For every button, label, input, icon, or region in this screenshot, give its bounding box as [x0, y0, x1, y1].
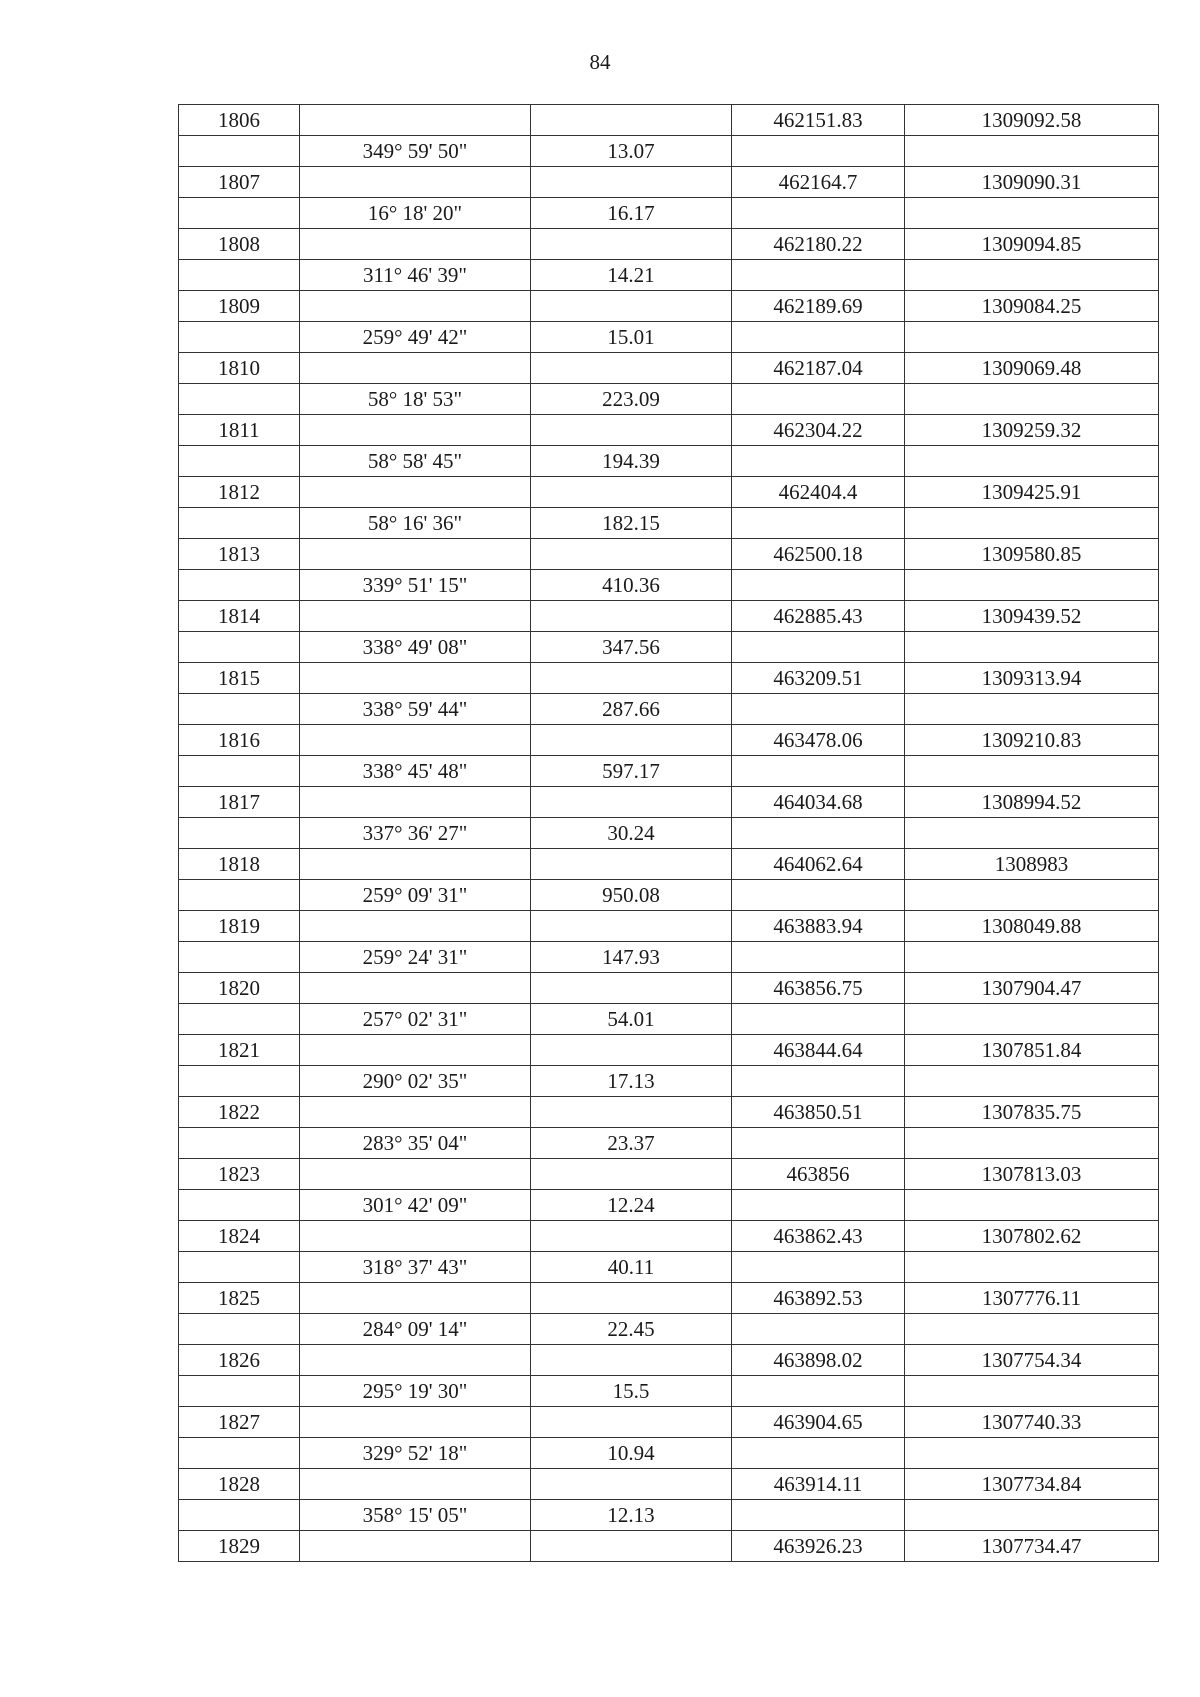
x-coordinate-cell — [732, 1190, 905, 1221]
x-coordinate-cell — [732, 1066, 905, 1097]
point-cell: 1826 — [179, 1345, 300, 1376]
x-coordinate-cell: 463850.51 — [732, 1097, 905, 1128]
distance-cell: 13.07 — [531, 136, 732, 167]
course-row — [179, 384, 1159, 415]
point-cell: 1809 — [179, 291, 300, 322]
point-row — [179, 1345, 1159, 1376]
point-row — [179, 911, 1159, 942]
bearing-cell — [300, 1345, 531, 1376]
point-cell: 1828 — [179, 1469, 300, 1500]
y-coordinate-cell: 1307734.47 — [905, 1531, 1159, 1562]
point-cell: 1817 — [179, 787, 300, 818]
point-row — [179, 1283, 1159, 1314]
distance-cell: 40.11 — [531, 1252, 732, 1283]
distance-cell: 22.45 — [531, 1314, 732, 1345]
bearing-cell: 338° 49' 08" — [300, 632, 531, 663]
distance-cell — [531, 787, 732, 818]
y-coordinate-cell: 1307851.84 — [905, 1035, 1159, 1066]
point-row — [179, 1035, 1159, 1066]
distance-cell: 54.01 — [531, 1004, 732, 1035]
course-row — [179, 694, 1159, 725]
distance-cell — [531, 1345, 732, 1376]
y-coordinate-cell — [905, 570, 1159, 601]
point-cell: 1815 — [179, 663, 300, 694]
point-cell: 1811 — [179, 415, 300, 446]
point-row — [179, 167, 1159, 198]
bearing-cell: 318° 37' 43" — [300, 1252, 531, 1283]
y-coordinate-cell: 1309069.48 — [905, 353, 1159, 384]
point-cell — [179, 198, 300, 229]
point-row — [179, 973, 1159, 1004]
y-coordinate-cell — [905, 384, 1159, 415]
y-coordinate-cell: 1307734.84 — [905, 1469, 1159, 1500]
bearing-cell — [300, 1221, 531, 1252]
distance-cell: 14.21 — [531, 260, 732, 291]
point-row — [179, 291, 1159, 322]
y-coordinate-cell: 1309210.83 — [905, 725, 1159, 756]
y-coordinate-cell — [905, 198, 1159, 229]
point-cell — [179, 756, 300, 787]
distance-cell: 12.13 — [531, 1500, 732, 1531]
y-coordinate-cell — [905, 1500, 1159, 1531]
distance-cell — [531, 1097, 732, 1128]
page-number: 84 — [589, 50, 611, 74]
point-cell: 1814 — [179, 601, 300, 632]
y-coordinate-cell — [905, 694, 1159, 725]
x-coordinate-cell: 463892.53 — [732, 1283, 905, 1314]
distance-cell: 597.17 — [531, 756, 732, 787]
bearing-cell — [300, 1035, 531, 1066]
x-coordinate-cell: 462189.69 — [732, 291, 905, 322]
bearing-cell: 58° 58' 45" — [300, 446, 531, 477]
y-coordinate-cell — [905, 1190, 1159, 1221]
point-row — [179, 477, 1159, 508]
y-coordinate-cell — [905, 1066, 1159, 1097]
point-cell — [179, 880, 300, 911]
x-coordinate-cell: 463844.64 — [732, 1035, 905, 1066]
point-row — [179, 663, 1159, 694]
x-coordinate-cell: 463904.65 — [732, 1407, 905, 1438]
distance-cell: 410.36 — [531, 570, 732, 601]
x-coordinate-cell — [732, 694, 905, 725]
bearing-cell: 284° 09' 14" — [300, 1314, 531, 1345]
survey-table-body — [179, 105, 1159, 1562]
course-row — [179, 1252, 1159, 1283]
bearing-cell — [300, 1283, 531, 1314]
distance-cell — [531, 539, 732, 570]
y-coordinate-cell: 1307813.03 — [905, 1159, 1159, 1190]
point-cell: 1819 — [179, 911, 300, 942]
course-row — [179, 136, 1159, 167]
point-row — [179, 1221, 1159, 1252]
x-coordinate-cell: 463914.11 — [732, 1469, 905, 1500]
y-coordinate-cell: 1309084.25 — [905, 291, 1159, 322]
distance-cell — [531, 911, 732, 942]
y-coordinate-cell: 1307740.33 — [905, 1407, 1159, 1438]
distance-cell — [531, 291, 732, 322]
bearing-cell — [300, 601, 531, 632]
bearing-cell — [300, 353, 531, 384]
course-row — [179, 632, 1159, 663]
distance-cell — [531, 601, 732, 632]
distance-cell: 182.15 — [531, 508, 732, 539]
y-coordinate-cell: 1307776.11 — [905, 1283, 1159, 1314]
distance-cell — [531, 1221, 732, 1252]
point-cell — [179, 1314, 300, 1345]
distance-cell: 15.5 — [531, 1376, 732, 1407]
point-cell: 1824 — [179, 1221, 300, 1252]
point-row — [179, 353, 1159, 384]
point-cell — [179, 446, 300, 477]
x-coordinate-cell — [732, 198, 905, 229]
point-cell — [179, 1128, 300, 1159]
x-coordinate-cell: 463856 — [732, 1159, 905, 1190]
point-cell: 1812 — [179, 477, 300, 508]
y-coordinate-cell — [905, 1376, 1159, 1407]
x-coordinate-cell — [732, 1252, 905, 1283]
point-row — [179, 601, 1159, 632]
y-coordinate-cell: 1308049.88 — [905, 911, 1159, 942]
point-cell: 1807 — [179, 167, 300, 198]
x-coordinate-cell — [732, 632, 905, 663]
course-row — [179, 880, 1159, 911]
y-coordinate-cell — [905, 632, 1159, 663]
x-coordinate-cell — [732, 942, 905, 973]
point-cell — [179, 1252, 300, 1283]
course-row — [179, 198, 1159, 229]
bearing-cell — [300, 911, 531, 942]
x-coordinate-cell: 463898.02 — [732, 1345, 905, 1376]
course-row — [179, 1190, 1159, 1221]
distance-cell — [531, 229, 732, 260]
point-cell — [179, 1376, 300, 1407]
point-cell: 1818 — [179, 849, 300, 880]
course-row — [179, 1500, 1159, 1531]
course-row — [179, 1376, 1159, 1407]
x-coordinate-cell — [732, 446, 905, 477]
point-cell: 1816 — [179, 725, 300, 756]
x-coordinate-cell: 463478.06 — [732, 725, 905, 756]
y-coordinate-cell — [905, 756, 1159, 787]
distance-cell: 15.01 — [531, 322, 732, 353]
x-coordinate-cell: 463926.23 — [732, 1531, 905, 1562]
point-cell — [179, 384, 300, 415]
bearing-cell — [300, 291, 531, 322]
y-coordinate-cell: 1309259.32 — [905, 415, 1159, 446]
bearing-cell: 339° 51' 15" — [300, 570, 531, 601]
bearing-cell — [300, 1097, 531, 1128]
x-coordinate-cell — [732, 880, 905, 911]
point-row — [179, 415, 1159, 446]
bearing-cell — [300, 663, 531, 694]
distance-cell — [531, 415, 732, 446]
distance-cell: 194.39 — [531, 446, 732, 477]
y-coordinate-cell — [905, 136, 1159, 167]
y-coordinate-cell — [905, 322, 1159, 353]
course-row — [179, 508, 1159, 539]
bearing-cell — [300, 973, 531, 1004]
course-row — [179, 1004, 1159, 1035]
point-row — [179, 105, 1159, 136]
bearing-cell — [300, 849, 531, 880]
distance-cell — [531, 1469, 732, 1500]
bearing-cell: 58° 16' 36" — [300, 508, 531, 539]
distance-cell: 950.08 — [531, 880, 732, 911]
bearing-cell — [300, 1159, 531, 1190]
bearing-cell: 329° 52' 18" — [300, 1438, 531, 1469]
y-coordinate-cell: 1307835.75 — [905, 1097, 1159, 1128]
x-coordinate-cell: 463883.94 — [732, 911, 905, 942]
x-coordinate-cell — [732, 570, 905, 601]
y-coordinate-cell — [905, 942, 1159, 973]
bearing-cell — [300, 105, 531, 136]
x-coordinate-cell: 462404.4 — [732, 477, 905, 508]
y-coordinate-cell — [905, 260, 1159, 291]
course-row — [179, 818, 1159, 849]
point-cell: 1827 — [179, 1407, 300, 1438]
point-row — [179, 1469, 1159, 1500]
distance-cell: 347.56 — [531, 632, 732, 663]
point-cell — [179, 1190, 300, 1221]
x-coordinate-cell — [732, 756, 905, 787]
x-coordinate-cell — [732, 1004, 905, 1035]
point-cell — [179, 1500, 300, 1531]
y-coordinate-cell — [905, 1314, 1159, 1345]
course-row — [179, 570, 1159, 601]
bearing-cell: 290° 02' 35" — [300, 1066, 531, 1097]
point-row — [179, 539, 1159, 570]
x-coordinate-cell — [732, 1438, 905, 1469]
bearing-cell: 338° 45' 48" — [300, 756, 531, 787]
y-coordinate-cell: 1309092.58 — [905, 105, 1159, 136]
distance-cell: 12.24 — [531, 1190, 732, 1221]
point-cell — [179, 942, 300, 973]
y-coordinate-cell: 1309313.94 — [905, 663, 1159, 694]
point-cell — [179, 1004, 300, 1035]
y-coordinate-cell — [905, 508, 1159, 539]
y-coordinate-cell: 1307754.34 — [905, 1345, 1159, 1376]
course-row — [179, 1438, 1159, 1469]
distance-cell — [531, 663, 732, 694]
bearing-cell: 349° 59' 50" — [300, 136, 531, 167]
y-coordinate-cell — [905, 1128, 1159, 1159]
distance-cell — [531, 1283, 732, 1314]
bearing-cell: 58° 18' 53" — [300, 384, 531, 415]
course-row — [179, 1128, 1159, 1159]
bearing-cell — [300, 167, 531, 198]
distance-cell: 23.37 — [531, 1128, 732, 1159]
x-coordinate-cell — [732, 1128, 905, 1159]
distance-cell: 147.93 — [531, 942, 732, 973]
y-coordinate-cell — [905, 1252, 1159, 1283]
bearing-cell — [300, 1531, 531, 1562]
distance-cell — [531, 1159, 732, 1190]
distance-cell — [531, 973, 732, 1004]
point-cell: 1810 — [179, 353, 300, 384]
x-coordinate-cell — [732, 508, 905, 539]
distance-cell — [531, 105, 732, 136]
y-coordinate-cell: 1309090.31 — [905, 167, 1159, 198]
bearing-cell — [300, 415, 531, 446]
x-coordinate-cell — [732, 1500, 905, 1531]
bearing-cell — [300, 725, 531, 756]
distance-cell: 223.09 — [531, 384, 732, 415]
x-coordinate-cell — [732, 1314, 905, 1345]
bearing-cell: 257° 02' 31" — [300, 1004, 531, 1035]
point-row — [179, 787, 1159, 818]
bearing-cell: 338° 59' 44" — [300, 694, 531, 725]
point-cell: 1823 — [179, 1159, 300, 1190]
bearing-cell: 259° 09' 31" — [300, 880, 531, 911]
distance-cell — [531, 1035, 732, 1066]
y-coordinate-cell: 1309580.85 — [905, 539, 1159, 570]
survey-coordinates-table — [178, 104, 1159, 1562]
distance-cell: 10.94 — [531, 1438, 732, 1469]
point-cell — [179, 694, 300, 725]
bearing-cell — [300, 787, 531, 818]
bearing-cell — [300, 229, 531, 260]
x-coordinate-cell — [732, 1376, 905, 1407]
x-coordinate-cell: 463209.51 — [732, 663, 905, 694]
point-row — [179, 1159, 1159, 1190]
bearing-cell — [300, 477, 531, 508]
x-coordinate-cell: 462304.22 — [732, 415, 905, 446]
x-coordinate-cell: 463862.43 — [732, 1221, 905, 1252]
x-coordinate-cell: 464034.68 — [732, 787, 905, 818]
bearing-cell: 259° 49' 42" — [300, 322, 531, 353]
bearing-cell: 311° 46' 39" — [300, 260, 531, 291]
y-coordinate-cell — [905, 880, 1159, 911]
distance-cell — [531, 725, 732, 756]
point-row — [179, 229, 1159, 260]
course-row — [179, 1314, 1159, 1345]
x-coordinate-cell: 463856.75 — [732, 973, 905, 1004]
y-coordinate-cell: 1307802.62 — [905, 1221, 1159, 1252]
point-cell — [179, 1066, 300, 1097]
point-cell: 1808 — [179, 229, 300, 260]
course-row — [179, 446, 1159, 477]
y-coordinate-cell — [905, 1438, 1159, 1469]
distance-cell — [531, 1531, 732, 1562]
bearing-cell: 301° 42' 09" — [300, 1190, 531, 1221]
point-cell: 1825 — [179, 1283, 300, 1314]
bearing-cell: 337° 36' 27" — [300, 818, 531, 849]
y-coordinate-cell: 1308994.52 — [905, 787, 1159, 818]
x-coordinate-cell: 462151.83 — [732, 105, 905, 136]
x-coordinate-cell: 462885.43 — [732, 601, 905, 632]
point-cell: 1829 — [179, 1531, 300, 1562]
bearing-cell: 259° 24' 31" — [300, 942, 531, 973]
x-coordinate-cell — [732, 260, 905, 291]
point-cell — [179, 818, 300, 849]
bearing-cell — [300, 1469, 531, 1500]
point-cell — [179, 136, 300, 167]
point-row — [179, 725, 1159, 756]
x-coordinate-cell: 462164.7 — [732, 167, 905, 198]
point-cell — [179, 322, 300, 353]
distance-cell: 30.24 — [531, 818, 732, 849]
point-cell: 1820 — [179, 973, 300, 1004]
distance-cell — [531, 167, 732, 198]
distance-cell: 16.17 — [531, 198, 732, 229]
distance-cell — [531, 353, 732, 384]
bearing-cell — [300, 1407, 531, 1438]
y-coordinate-cell — [905, 1004, 1159, 1035]
point-cell: 1821 — [179, 1035, 300, 1066]
point-cell — [179, 632, 300, 663]
course-row — [179, 942, 1159, 973]
x-coordinate-cell — [732, 322, 905, 353]
bearing-cell: 295° 19' 30" — [300, 1376, 531, 1407]
point-cell: 1806 — [179, 105, 300, 136]
x-coordinate-cell: 462500.18 — [732, 539, 905, 570]
point-row — [179, 849, 1159, 880]
bearing-cell — [300, 539, 531, 570]
x-coordinate-cell — [732, 818, 905, 849]
y-coordinate-cell: 1308983 — [905, 849, 1159, 880]
point-row — [179, 1531, 1159, 1562]
point-cell: 1822 — [179, 1097, 300, 1128]
course-row — [179, 1066, 1159, 1097]
course-row — [179, 322, 1159, 353]
point-cell: 1813 — [179, 539, 300, 570]
y-coordinate-cell — [905, 818, 1159, 849]
bearing-cell: 16° 18' 20" — [300, 198, 531, 229]
distance-cell: 17.13 — [531, 1066, 732, 1097]
distance-cell — [531, 477, 732, 508]
distance-cell — [531, 1407, 732, 1438]
point-row — [179, 1097, 1159, 1128]
point-row — [179, 1407, 1159, 1438]
y-coordinate-cell: 1309439.52 — [905, 601, 1159, 632]
bearing-cell: 283° 35' 04" — [300, 1128, 531, 1159]
bearing-cell: 358° 15' 05" — [300, 1500, 531, 1531]
point-cell — [179, 570, 300, 601]
point-cell — [179, 1438, 300, 1469]
y-coordinate-cell: 1307904.47 — [905, 973, 1159, 1004]
y-coordinate-cell: 1309094.85 — [905, 229, 1159, 260]
y-coordinate-cell: 1309425.91 — [905, 477, 1159, 508]
point-cell — [179, 260, 300, 291]
x-coordinate-cell: 462187.04 — [732, 353, 905, 384]
x-coordinate-cell: 464062.64 — [732, 849, 905, 880]
distance-cell — [531, 849, 732, 880]
x-coordinate-cell — [732, 384, 905, 415]
point-cell — [179, 508, 300, 539]
x-coordinate-cell: 462180.22 — [732, 229, 905, 260]
course-row — [179, 756, 1159, 787]
y-coordinate-cell — [905, 446, 1159, 477]
course-row — [179, 260, 1159, 291]
distance-cell: 287.66 — [531, 694, 732, 725]
x-coordinate-cell — [732, 136, 905, 167]
